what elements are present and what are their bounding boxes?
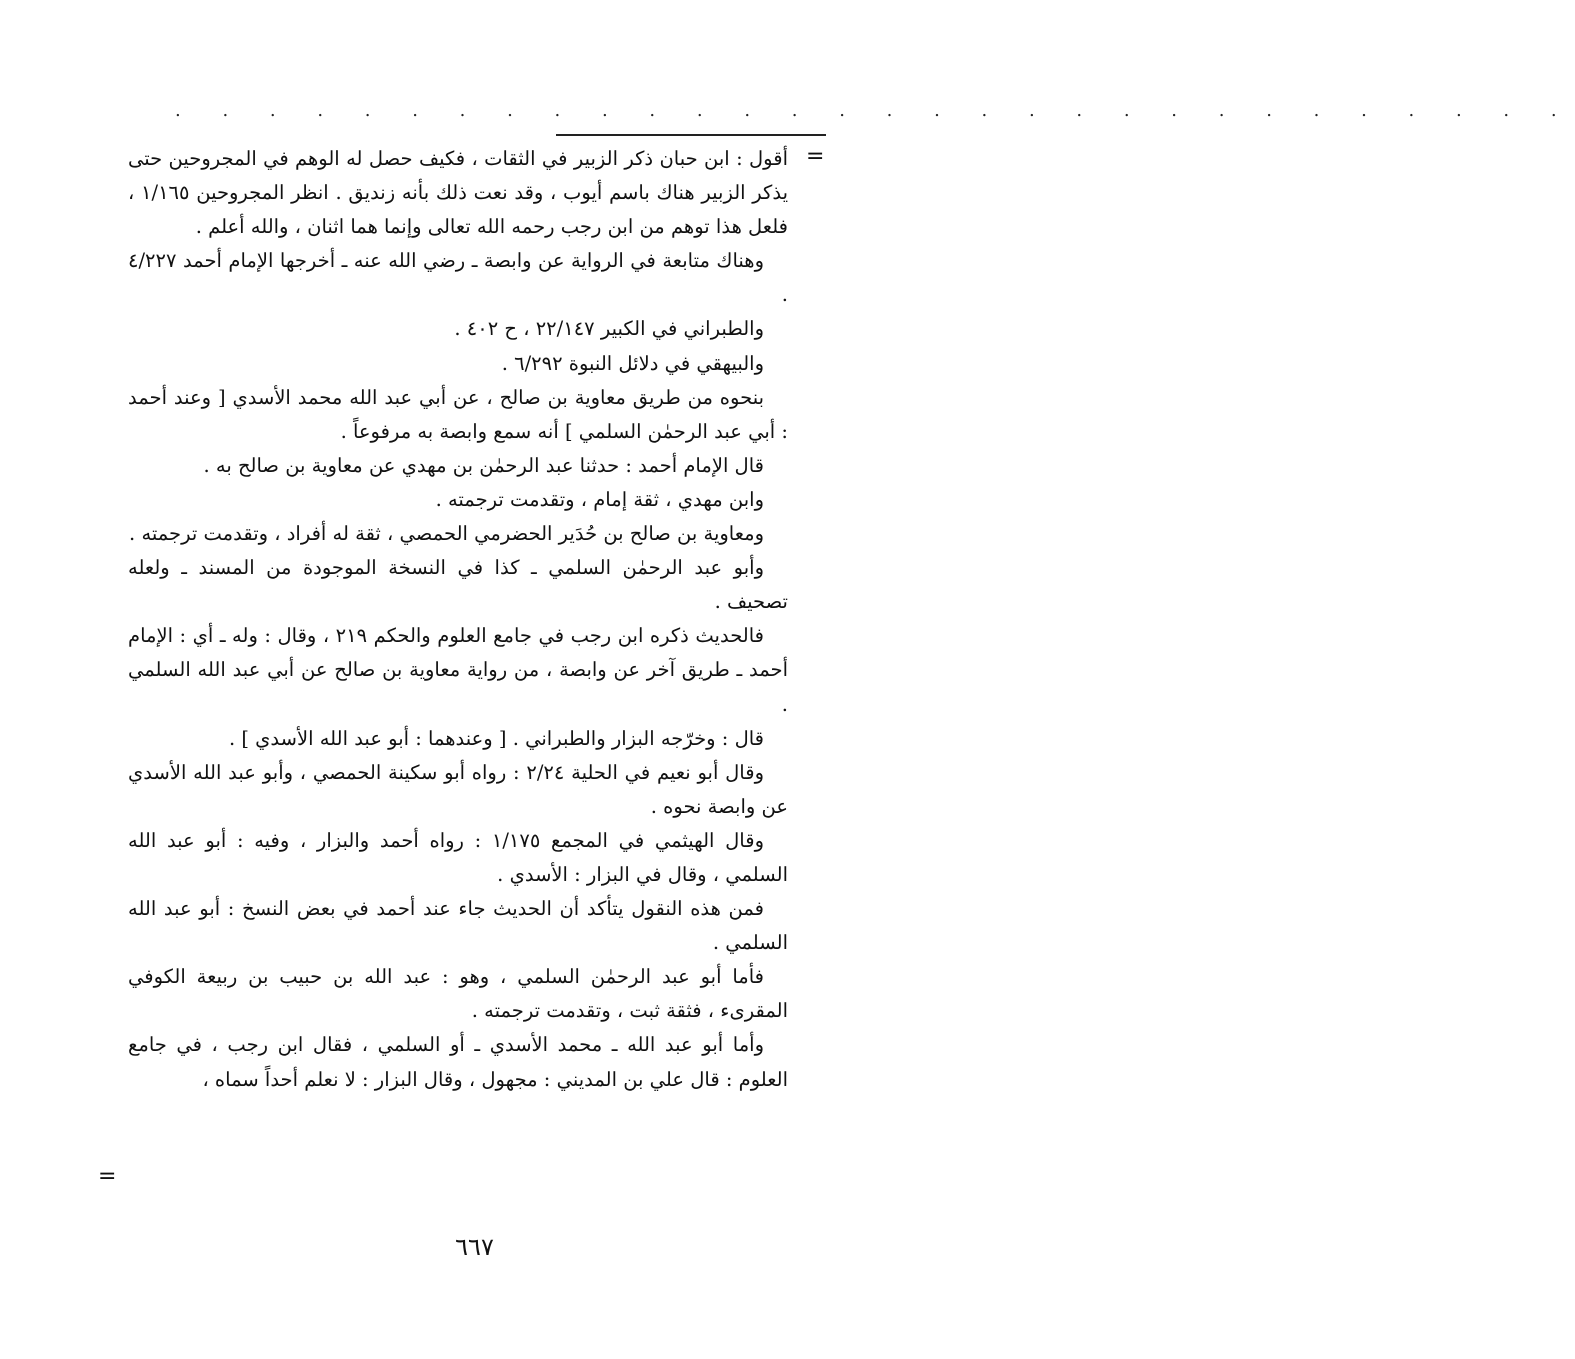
paragraph: قال الإمام أحمد : حدثنا عبد الرحمٰن بن مهدي عن معاوية بن صالح به . <box>203 453 764 477</box>
paragraph: قال : وخرّجه البزار والطبراني . [ وعندهما : أبو عبد الله الأسدي ] . <box>228 726 764 750</box>
footnote-rule <box>556 134 826 136</box>
paragraph: فالحديث ذكره ابن رجب في جامع العلوم والحكم ٢١٩ ، وقال : وله ـ أي : الإمام أحمد ـ طريق آخر عن وابصة ، من رواية معاوية بن صالح عن أبي عبد الله السلمي . <box>128 624 788 716</box>
paragraph: وأبو عبد الرحمٰن السلمي ـ كذا في النسخة الموجودة من المسند ـ ولعله تصحيف . <box>128 556 788 614</box>
paragraph: وقال أبو نعيم في الحلية ٢/٢٤ : رواه أبو سكينة الحمصي ، وأبو عبد الله الأسدي عن وابصة نحوه . <box>128 760 788 818</box>
paragraph: أقول : ابن حبان ذكر الزبير في الثقات ، فكيف حصل له الوهم في المجروحين حتى يذكر الزبير هناك باسم أيوب ، وقد نعت ذلك بأنه زنديق . انظر المجروحين ١/١٦٥ ، فلعل هذا توهم من ابن رجب رحمه الله تعالى وإنما هما اثنان ، والله أعلم . <box>128 147 789 239</box>
paragraph: بنحوه من طريق معاوية بن صالح ، عن أبي عبد الله محمد الأسدي [ وعند أحمد : أبي عبد الرحمٰن السلمي ] أنه سمع وابصة به مرفوعاً . <box>128 385 788 443</box>
paragraph: فأما أبو عبد الرحمٰن السلمي ، وهو : عبد الله بن حبيب بن ربيعة الكوفي المقرىء ، فثقة ثبت ، وتقدمت ترجمته . <box>128 965 788 1023</box>
footnote-text <box>128 142 788 1097</box>
continuation-mark-top: = <box>806 144 825 169</box>
paragraph: ومعاوية بن صالح بن حُدَير الحضرمي الحمصي ، ثقة له أفراد ، وتقدمت ترجمته . <box>129 522 764 546</box>
paragraph: وقال الهيثمي في المجمع ١/١٧٥ : رواه أحمد والبزار ، وفيه : أبو عبد الله السلمي ، وقال في البزار : الأسدي . <box>128 828 788 886</box>
paragraph: وابن مهدي ، ثقة إمام ، وتقدمت ترجمته . <box>435 487 764 511</box>
paragraph: والبيهقي في دلائل النبوة ٦/٢٩٢ . <box>501 351 764 375</box>
continuation-mark-bottom: = <box>98 1164 117 1189</box>
page-number: ٦٦٧ <box>455 1233 494 1261</box>
paragraph: وهناك متابعة في الرواية عن وابصة ـ رضي الله عنه ـ أخرجها الإمام أحمد ٤/٢٢٧ . <box>128 249 788 307</box>
dotted-separator: . . . . . . . . . . . . . . . . . . . . . . . . . . . . . . <box>175 100 1575 121</box>
paragraph: فمن هذه النقول يتأكد أن الحديث جاء عند أحمد في بعض النسخ : أبو عبد الله السلمي . <box>128 897 788 955</box>
paragraph: والطبراني في الكبير ٢٢/١٤٧ ، ح ٤٠٢ . <box>454 317 764 341</box>
paragraph: وأما أبو عبد الله ـ محمد الأسدي ـ أو السلمي ، فقال ابن رجب ، في جامع العلوم : قال علي بن المديني : مجهول ، وقال البزار : لا نعلم أحداً سماه ، <box>128 1033 788 1091</box>
